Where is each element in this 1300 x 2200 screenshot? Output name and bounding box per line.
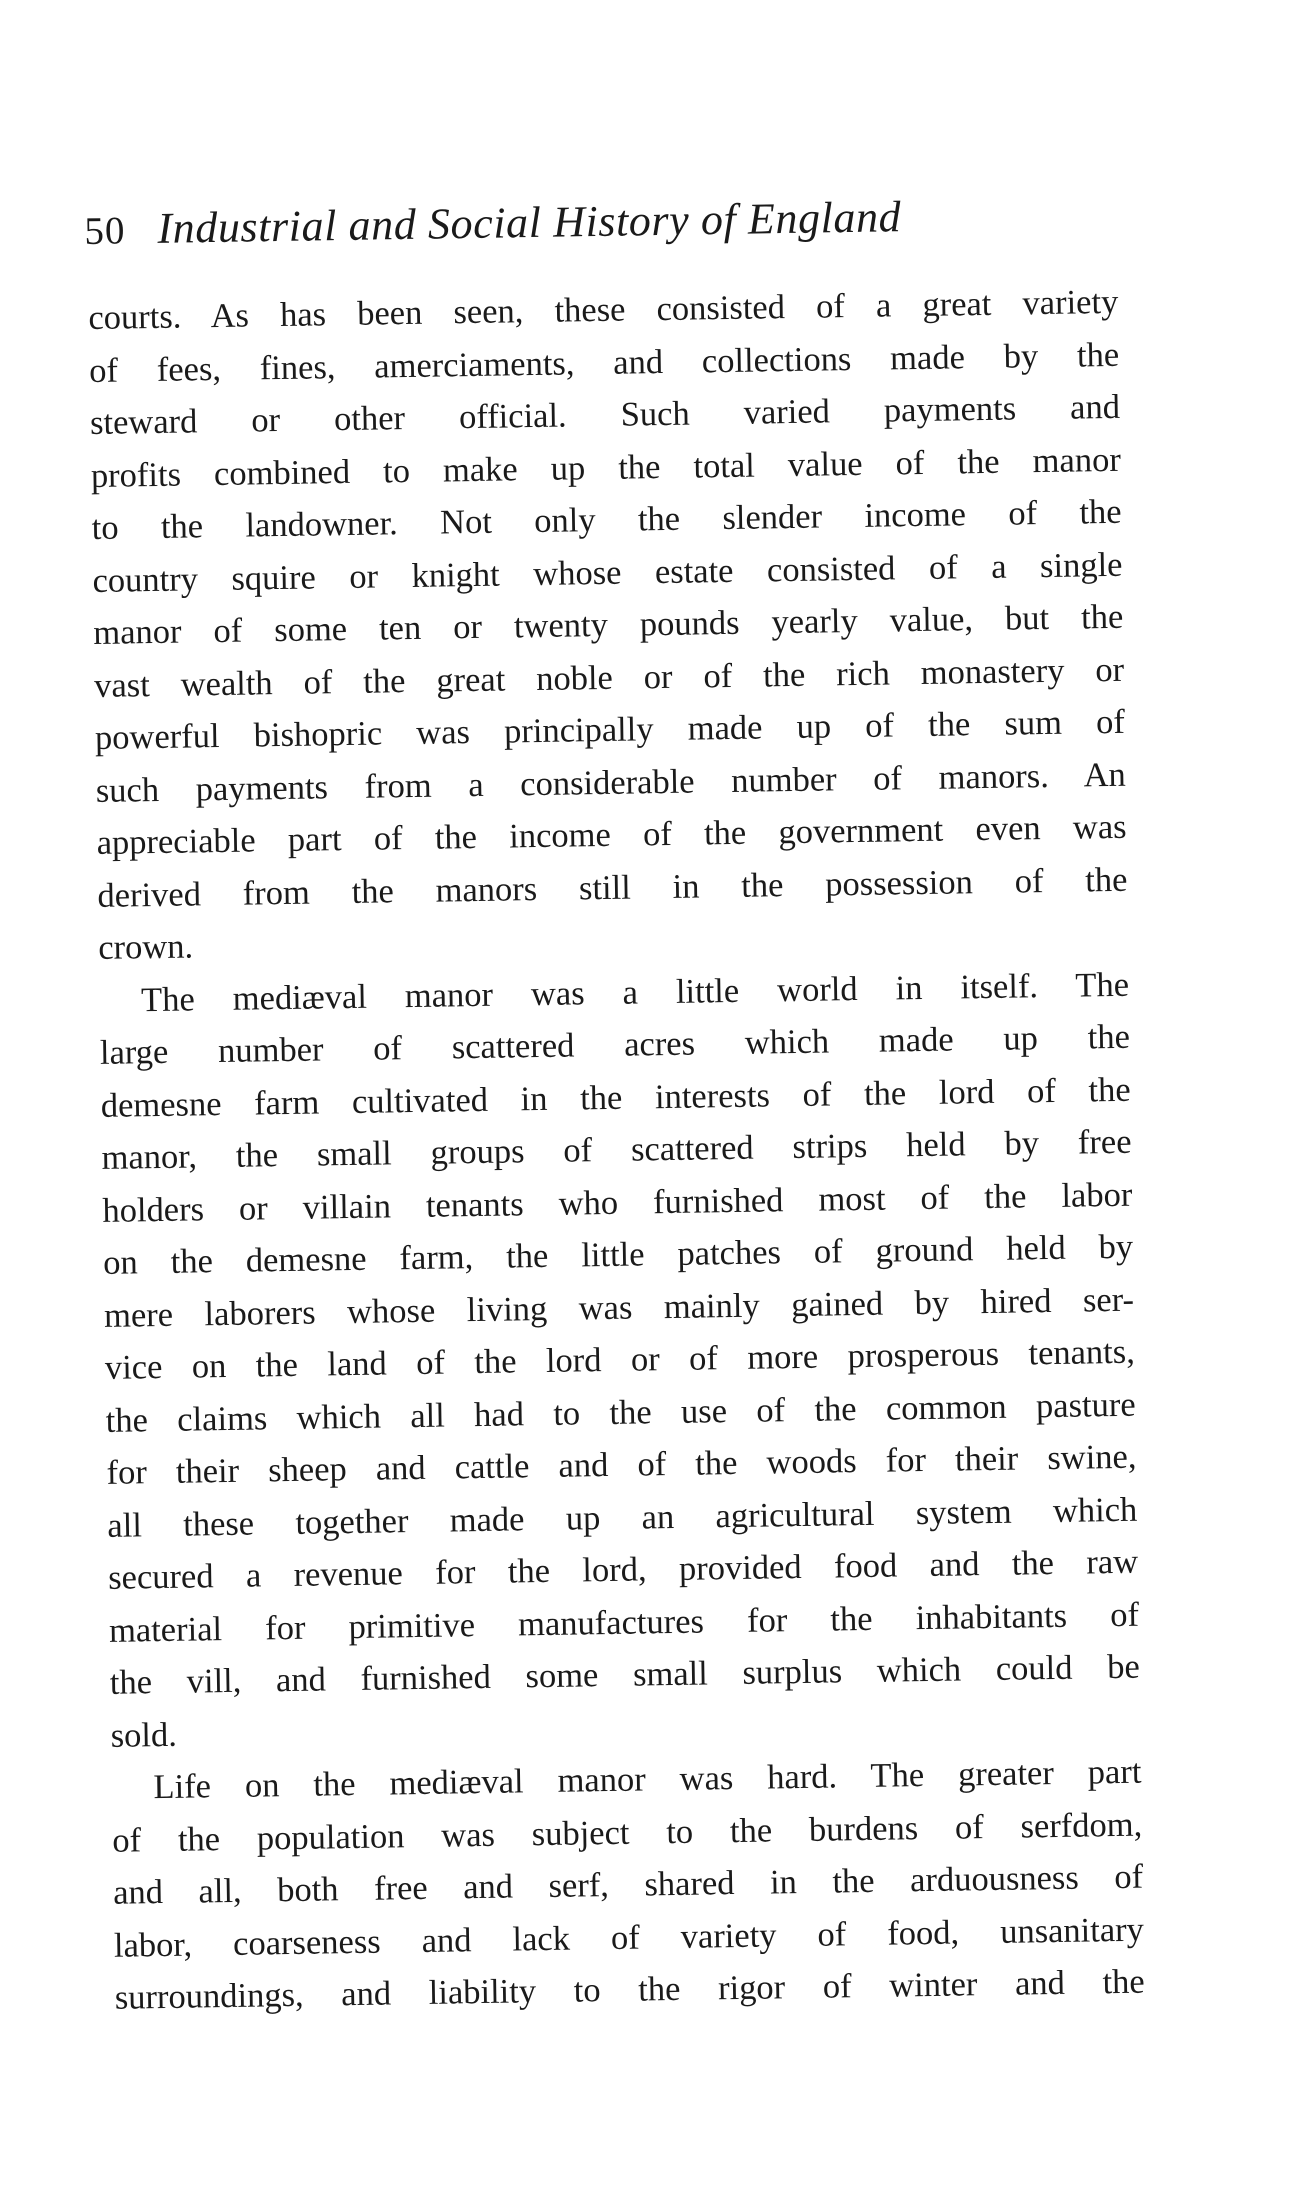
text-line: to the landowner. Not only the slender income of the bbox=[91, 492, 1122, 547]
body-text bbox=[88, 276, 1145, 2024]
paragraph-1 bbox=[88, 276, 1129, 975]
text-line: steward or other official. Such varied payments and bbox=[89, 387, 1121, 442]
text-line: The mediæval manor was a little world in itself. The bbox=[140, 965, 1130, 1019]
text-line: large number of scattered acres which made up the bbox=[99, 1017, 1131, 1072]
text-line: Life on the mediæval manor was hard. The greater part bbox=[153, 1752, 1142, 1807]
text-line: surroundings, and liability to the rigor of winter and the bbox=[114, 1962, 1145, 2017]
text-line: holders or villain tenants who furnished most of the labor bbox=[102, 1175, 1133, 1230]
text-line: on the demesne farm, the little patches of ground held by bbox=[102, 1227, 1134, 1282]
text-line: vast wealth of the great noble or of the rich monastery or bbox=[93, 650, 1125, 705]
text-line: powerful bishopric was principally made up of the sum of bbox=[94, 702, 1126, 757]
text-line: appreciable part of the income of the government even was bbox=[96, 807, 1127, 862]
text-line: secured a revenue for the lord, provided food and the raw bbox=[107, 1542, 1139, 1597]
text-line: manor, the small groups of scattered strips held by free bbox=[101, 1122, 1132, 1177]
text-line: mere laborers whose living was mainly gained by hired ser- bbox=[103, 1280, 1135, 1335]
running-head bbox=[84, 188, 1125, 255]
text-line: manor of some ten or twenty pounds yearly value, but the bbox=[93, 597, 1124, 652]
text-line: derived from the manors still in the possession of the bbox=[97, 860, 1128, 915]
text-line: country squire or knight whose estate consisted of a single bbox=[92, 545, 1123, 600]
text-line: vice on the land of the lord or of more prosperous tenants, bbox=[104, 1332, 1136, 1387]
text-line: the claims which all had to the use of the common pasture bbox=[105, 1385, 1136, 1440]
text-line: such payments from a considerable number of manors. An bbox=[95, 755, 1127, 810]
text-line: all these together made up an agricultural system which bbox=[107, 1490, 1138, 1545]
paragraph-2 bbox=[99, 958, 1141, 1762]
page-number: 50 bbox=[84, 209, 126, 253]
text-line: and all, both free and serf, shared in the arduousness of bbox=[112, 1857, 1144, 1912]
book-title: Industrial and Social History of England bbox=[157, 192, 902, 253]
text-line: of fees, fines, amerciaments, and collections made by the bbox=[88, 335, 1120, 390]
text-line: material for primitive manufactures for the inhabitants of bbox=[108, 1595, 1140, 1650]
text-line: courts. As has been seen, these consisted of a great variety bbox=[88, 282, 1119, 337]
text-line: for their sheep and cattle and of the woods for their swine, bbox=[106, 1437, 1137, 1492]
text-line: of the population was subject to the burdens of serfdom, bbox=[112, 1805, 1143, 1860]
paragraph-3 bbox=[111, 1746, 1145, 2025]
text-line: demesne farm cultivated in the interests of the lord of the bbox=[100, 1070, 1131, 1125]
text-line: crown. bbox=[98, 927, 194, 967]
text-line: the vill, and furnished some small surplus which could be bbox=[109, 1647, 1141, 1702]
text-line: profits combined to make up the total value of the manor bbox=[90, 440, 1122, 495]
text-line: labor, coarseness and lack of variety of food, unsanitary bbox=[113, 1910, 1145, 1965]
text-line: sold. bbox=[110, 1715, 178, 1755]
